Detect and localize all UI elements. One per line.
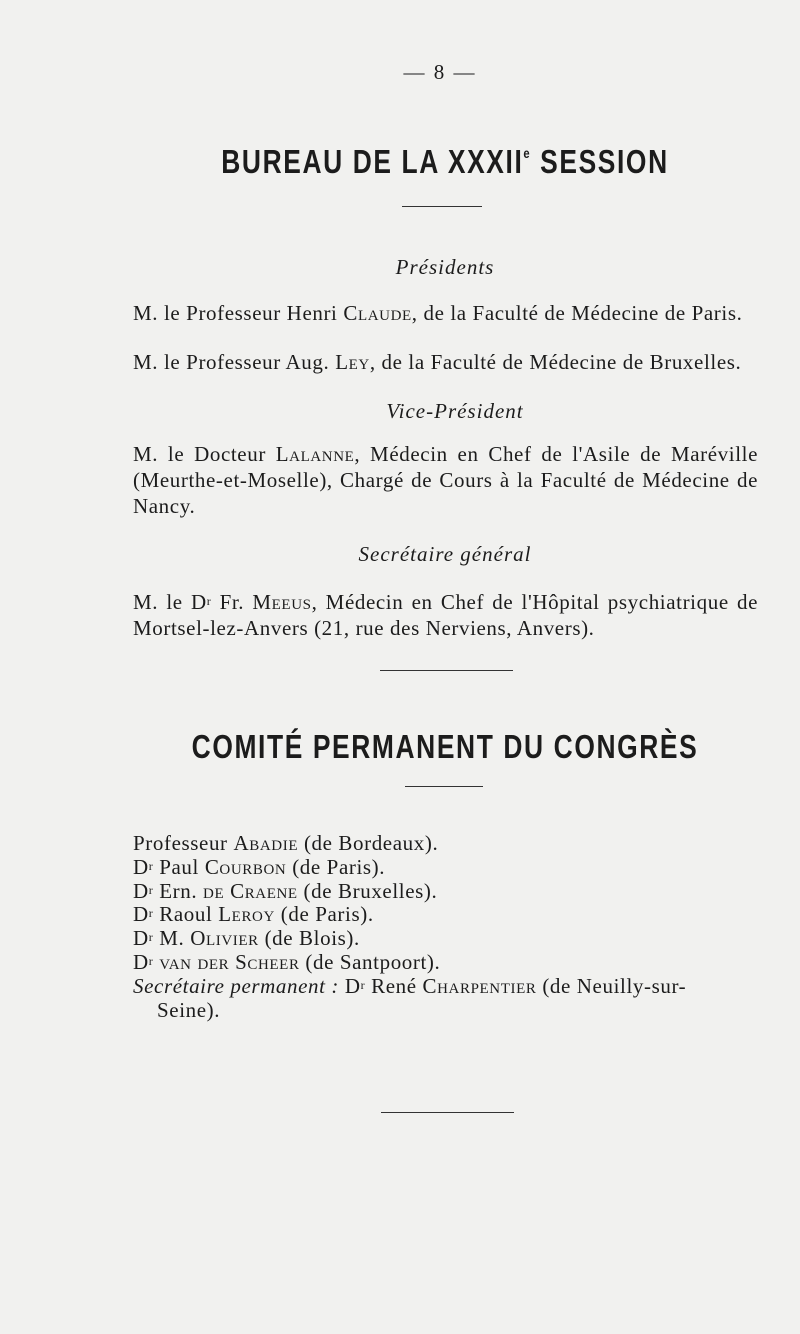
permanent-secretary-continued: Seine). (157, 997, 221, 1022)
divider-long (380, 670, 513, 671)
secretary-heading: Secrétaire général (358, 542, 532, 566)
vice-president-heading: Vice-Président (386, 399, 524, 423)
comite-member-list (133, 832, 763, 1022)
comite-title: COMITÉ PERMANENT DU CONGRÈS (191, 728, 699, 765)
comite-member: Professeur Abadie (de Bordeaux). (133, 831, 439, 855)
vice-president-entry: M. le Docteur Lalanne, Médecin en Chef de l'Asile de Maréville (Meurthe-et-Moselle), Chargé de Cours à la Faculté de Médecine de Nancy. (133, 442, 758, 518)
comite-member: $D^r$ Raoul Leroy (de Paris). (133, 902, 374, 927)
president-entry: M. le Professeur Henri Claude, de la Faculté de Médecine de Paris. (133, 301, 743, 325)
bureau-title: BUREAU DE LA XXXIIe SESSION (221, 143, 669, 180)
secretary-entry: M. le $D^r$ Fr. Meeus, Médecin en Chef de l'Hôpital psychiatrique de Mortsel-lez-Anvers (21, rue des Nerviens, Anvers). (133, 590, 758, 640)
divider-short (402, 206, 482, 207)
permanent-secretary: Secrétaire permanent : $D^r$ René Charpentier (de Neuilly-sur- (133, 973, 687, 998)
page-number: — 8 — (403, 60, 477, 84)
divider-short (405, 786, 483, 787)
comite-member: $D^r$ M. Olivier (de Blois). (133, 926, 360, 951)
president-entry: M. le Professeur Aug. Ley, de la Faculté de Médecine de Bruxelles. (133, 350, 742, 374)
comite-member: $D^r$ Paul Courbon (de Paris). (133, 854, 386, 879)
divider-end (381, 1112, 514, 1113)
presidents-heading: Présidents (395, 255, 495, 279)
comite-member: $D^r$ van der Scheer (de Santpoort). (133, 949, 441, 974)
comite-member: $D^r$ Ern. de Craene (de Bruxelles). (133, 878, 438, 903)
